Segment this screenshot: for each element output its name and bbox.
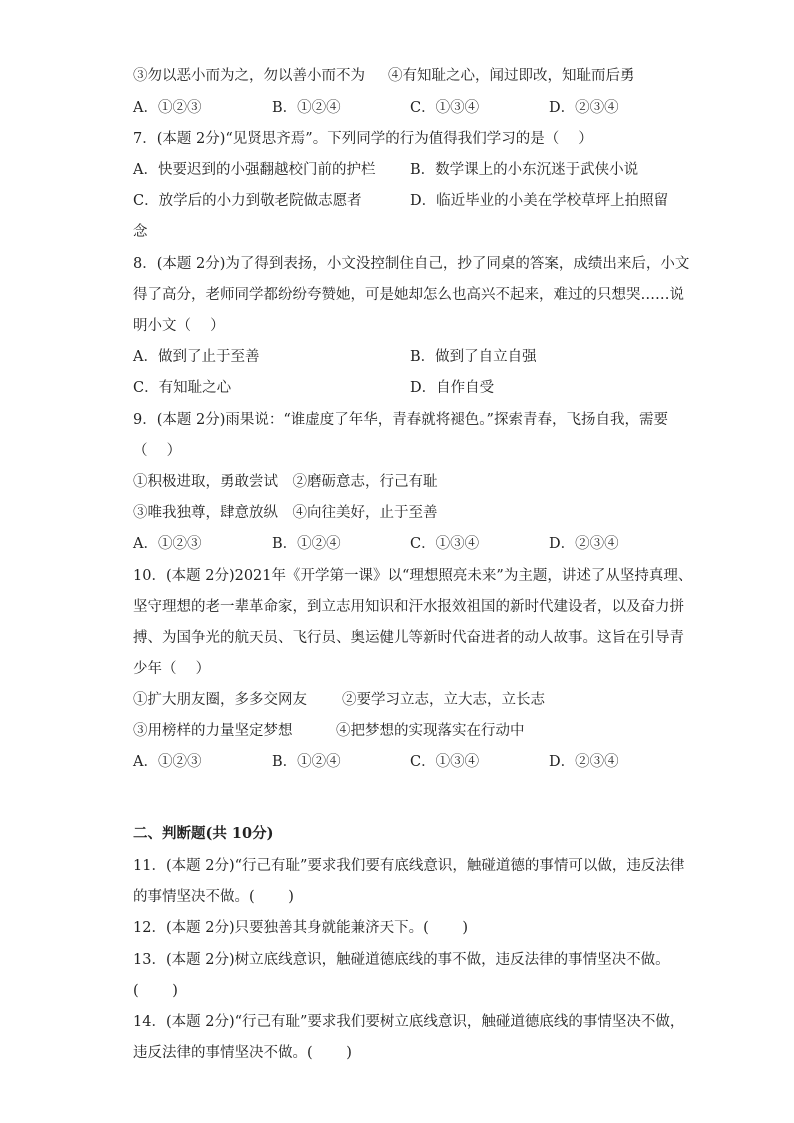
q10-stem-3: 搏、为国争光的航天员、飞行员、奥运健儿等新时代奋进者的动人故事。这旨在引导青 bbox=[133, 630, 684, 646]
q8-stem-3: 明小文（ ） bbox=[133, 318, 225, 334]
q10-item-3: ③用榜样的力量坚定梦想 bbox=[133, 723, 293, 739]
q6-option-a: A．①②③ bbox=[133, 100, 202, 116]
section-title-judgment: 二、判断题(共 10分) bbox=[133, 825, 274, 842]
q11-stem-2: 的事情坚决不做。( ) bbox=[133, 889, 294, 905]
q8-option-a: A．做到了止于至善 bbox=[133, 349, 260, 365]
q14-stem-1: 14．(本题 2分)“行己有耻”要求我们要树立底线意识，触碰道德底线的事情坚决不做， bbox=[133, 1014, 685, 1030]
q9-stem-2: （ ） bbox=[133, 443, 182, 459]
q10-option-c: C．①③④ bbox=[410, 754, 480, 770]
q8-option-b: B．做到了自立自强 bbox=[410, 349, 537, 365]
q8-option-c: C．有知耻之心 bbox=[133, 380, 232, 396]
q9-option-c: C．①③④ bbox=[410, 536, 480, 552]
q9-option-d: D．②③④ bbox=[549, 536, 619, 552]
q7-stem: 7．(本题 2分)“见贤思齐焉”。下列同学的行为值得我们学习的是（ ） bbox=[133, 131, 593, 147]
q10-option-b: B．①②④ bbox=[272, 754, 341, 770]
q10-stem-4: 少年（ ） bbox=[133, 661, 211, 677]
q6-item-3: ③勿以恶小而为之，勿以善小而不为 bbox=[133, 68, 365, 84]
q8-option-d: D．自作自受 bbox=[410, 380, 495, 396]
q7-option-b: B．数学课上的小东沉迷于武侠小说 bbox=[410, 162, 639, 178]
q6-item-4: ④有知耻之心，闻过即改，知耻而后勇 bbox=[388, 68, 635, 84]
q6-option-c: C．①③④ bbox=[410, 100, 480, 116]
q6-option-d: D．②③④ bbox=[549, 100, 619, 116]
q14-stem-2: 违反法律的事情坚决不做。( ) bbox=[133, 1045, 352, 1061]
q9-items-1: ①积极进取，勇敢尝试 ②磨砺意志，行己有耻 bbox=[133, 474, 438, 490]
q10-option-d: D．②③④ bbox=[549, 754, 619, 770]
q11-stem-1: 11．(本题 2分)“行己有耻”要求我们要有底线意识，触碰道德的事情可以做，违反法律 bbox=[133, 858, 685, 874]
q9-option-b: B．①②④ bbox=[272, 536, 341, 552]
q9-option-a: A．①②③ bbox=[133, 536, 202, 552]
q10-option-a: A．①②③ bbox=[133, 754, 202, 770]
q10-stem-1: 10．(本题 2分)2021年《开学第一课》以“理想照亮未来”为主题，讲述了从坚持真理、 bbox=[133, 568, 693, 584]
q7-option-c: C．放学后的小力到敬老院做志愿者 bbox=[133, 193, 362, 209]
q7-option-d: D．临近毕业的小美在学校草坪上拍照留 bbox=[410, 193, 669, 209]
q9-items-2: ③唯我独尊，肆意放纵 ④向往美好，止于至善 bbox=[133, 505, 438, 521]
q12-stem: 12．(本题 2分)只要独善其身就能兼济天下。( ) bbox=[133, 920, 469, 936]
q10-item-1: ①扩大朋友圈，多多交网友 bbox=[133, 692, 307, 708]
q10-item-4: ④把梦想的实现落实在行动中 bbox=[336, 723, 525, 739]
q9-stem-1: 9．(本题 2分)雨果说：“谁虚度了年华，青春就将褪色。”探索青春，飞扬自我，需要 bbox=[133, 412, 668, 428]
q7-option-a: A．快要迟到的小强翻越校门前的护栏 bbox=[133, 162, 376, 178]
q6-option-b: B．①②④ bbox=[272, 100, 341, 116]
q13-stem-2: ( ) bbox=[133, 983, 178, 999]
q8-stem-2: 得了高分，老师同学都纷纷夸赞她，可是她却怎么也高兴不起来，难过的只想哭……说 bbox=[133, 287, 684, 303]
q10-item-2: ②要学习立志，立大志，立长志 bbox=[342, 692, 545, 708]
q7-option-d-cont: 念 bbox=[133, 224, 148, 240]
q10-stem-2: 坚守理想的老一辈革命家，到立志用知识和汗水报效祖国的新时代建设者，以及奋力拼 bbox=[133, 599, 684, 615]
q8-stem-1: 8．(本题 2分)为了得到表扬，小文没控制住自己，抄了同桌的答案，成绩出来后，小文 bbox=[133, 256, 690, 272]
q13-stem-1: 13．(本题 2分)树立底线意识，触碰道德底线的事不做，违反法律的事情坚决不做。 bbox=[133, 952, 670, 968]
